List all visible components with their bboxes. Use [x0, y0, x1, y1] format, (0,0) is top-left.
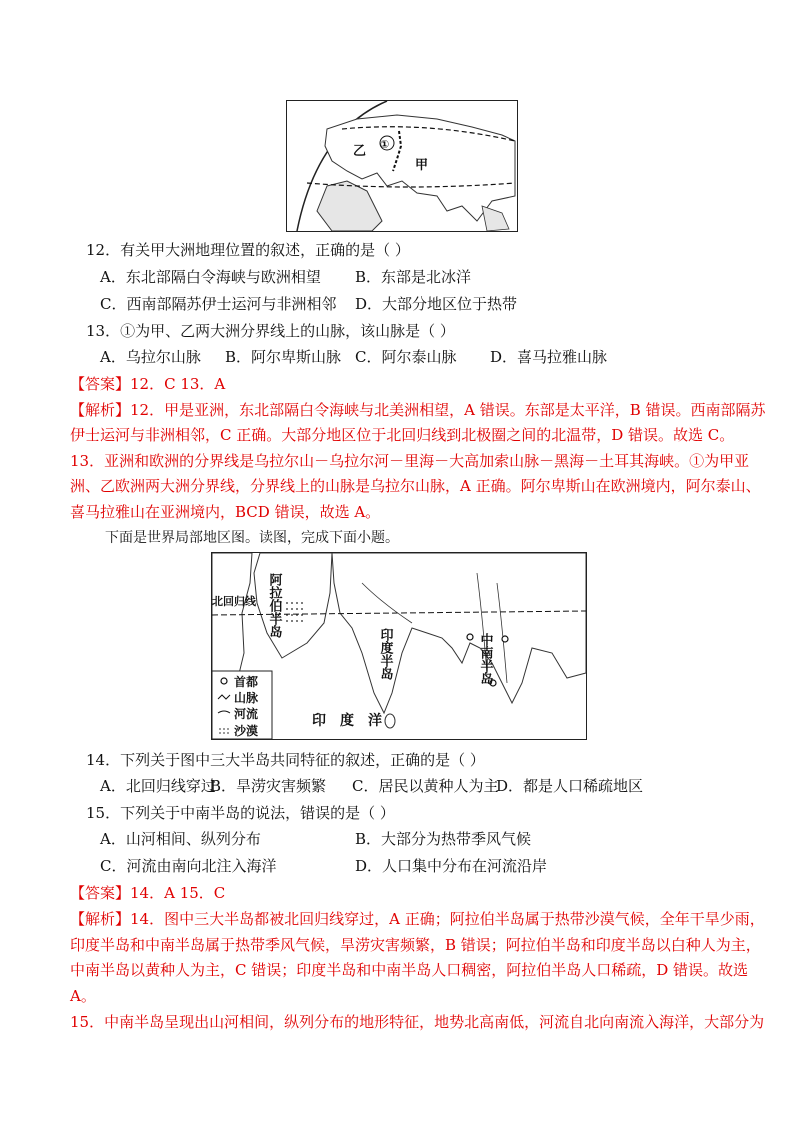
india-label: 印度半岛 [377, 628, 393, 680]
legend-capital: 首都 [234, 675, 259, 689]
explanation-line: 洲、乙欧洲两大洲分界线，分界线上的山脉是乌拉尔山脉，A 正确。阿尔卑斯山在欧洲境内，阿尔泰山、 [70, 477, 761, 495]
legend-desert: 沙漠 [234, 724, 259, 738]
label-jia: 甲 [415, 158, 429, 173]
q12-option-d: D．大部分地区位于热带 [355, 295, 518, 313]
ocean-label: 印 度 洋 [312, 713, 382, 729]
q13-option-a: A．乌拉尔山脉 [100, 348, 201, 366]
q13-stem: 13．①为甲、乙两大洲分界线上的山脉，该山脉是（ ） [86, 322, 455, 340]
q13-option-d: D．喜马拉雅山脉 [490, 348, 608, 366]
explanation-line: 【解析】14．图中三大半岛都被北回归线穿过，A 正确；阿拉伯半岛属于热带沙漠气候，全年干旱少雨， [70, 910, 765, 928]
q14-option-b: B．旱涝灾害频繁 [210, 777, 327, 795]
q15-stem: 15．下列关于中南半岛的说法，错误的是（ ） [86, 804, 395, 822]
intro-text: 下面是世界局部地区图。读图，完成下面小题。 [105, 530, 399, 546]
explanation-line: 13．亚洲和欧洲的分界线是乌拉尔山－乌拉尔河－里海－大高加索山脉－黑海－土耳其海峡。①为甲亚 [70, 452, 750, 470]
label-yi: 乙 [353, 144, 367, 159]
legend-river: 河流 [234, 707, 259, 721]
q12-stem: 12．有关甲大洲地理位置的叙述，正确的是（ ） [86, 241, 410, 259]
answer-14-15: 【答案】14．A 15．C [70, 884, 226, 902]
indochina-label: 中南半岛 [477, 633, 493, 685]
q15-option-c: C．河流由南向北注入海洋 [100, 857, 277, 875]
q13-option-b: B．阿尔卑斯山脉 [225, 348, 342, 366]
arabia-label: 阿拉伯半岛 [266, 573, 282, 638]
legend-mountain: 山脉 [234, 691, 259, 705]
explanation-line: 伊士运河与非洲相邻，C 正确。大部分地区位于北回归线到北极圈之间的北温带，D 错误。故选 C。 [70, 426, 735, 444]
q12-option-a: A．东北部隔白令海峡与欧洲相望 [100, 268, 321, 286]
q12-option-b: B．东部是北冰洋 [355, 268, 472, 286]
explanation-line: 中南半岛以黄种人为主，C 错误；印度半岛和中南半岛人口稠密，阿拉伯半岛人口稀疏，D 错误。故选 [70, 961, 749, 979]
explanation-line: 【解析】12．甲是亚洲，东北部隔白令海峡与北美洲相望，A 错误。东部是太平洋，B 错误。西南部隔苏 [70, 401, 766, 419]
q15-option-a: A．山河相间、纵列分布 [100, 830, 261, 848]
south-asia-map [211, 552, 587, 740]
tropic-label: 北回归线 [212, 595, 256, 608]
q14-option-d: D．都是人口稀疏地区 [496, 777, 644, 795]
explanation-line: 喜马拉雅山在亚洲境内，BCD 错误，故选 A。 [70, 503, 381, 521]
eurasia-map [286, 100, 518, 232]
q15-option-b: B．大部分为热带季风气候 [355, 830, 532, 848]
explanation-line: A。 [70, 987, 96, 1005]
q14-option-a: A．北回归线穿过 [100, 777, 216, 795]
label-one: ① [380, 138, 390, 151]
q13-option-c: C．阿尔泰山脉 [355, 348, 457, 366]
answer-12-13: 【答案】12．C 13．A [70, 375, 226, 393]
explanation-line: 印度半岛和中南半岛属于热带季风气候，旱涝灾害频繁，B 错误；阿拉伯半岛和印度半岛以白种人为主， [70, 936, 761, 954]
q12-option-c: C．西南部隔苏伊士运河与非洲相邻 [100, 295, 337, 313]
explanation-line: 15．中南半岛呈现出山河相间，纵列分布的地形特征，地势北高南低，河流自北向南流入海洋，大部分为 [70, 1013, 765, 1031]
q14-stem: 14．下列关于图中三大半岛共同特征的叙述，正确的是（ ） [86, 751, 485, 769]
q15-option-d: D．人口集中分布在河流沿岸 [355, 857, 548, 875]
q14-option-c: C．居民以黄种人为主 [352, 777, 499, 795]
